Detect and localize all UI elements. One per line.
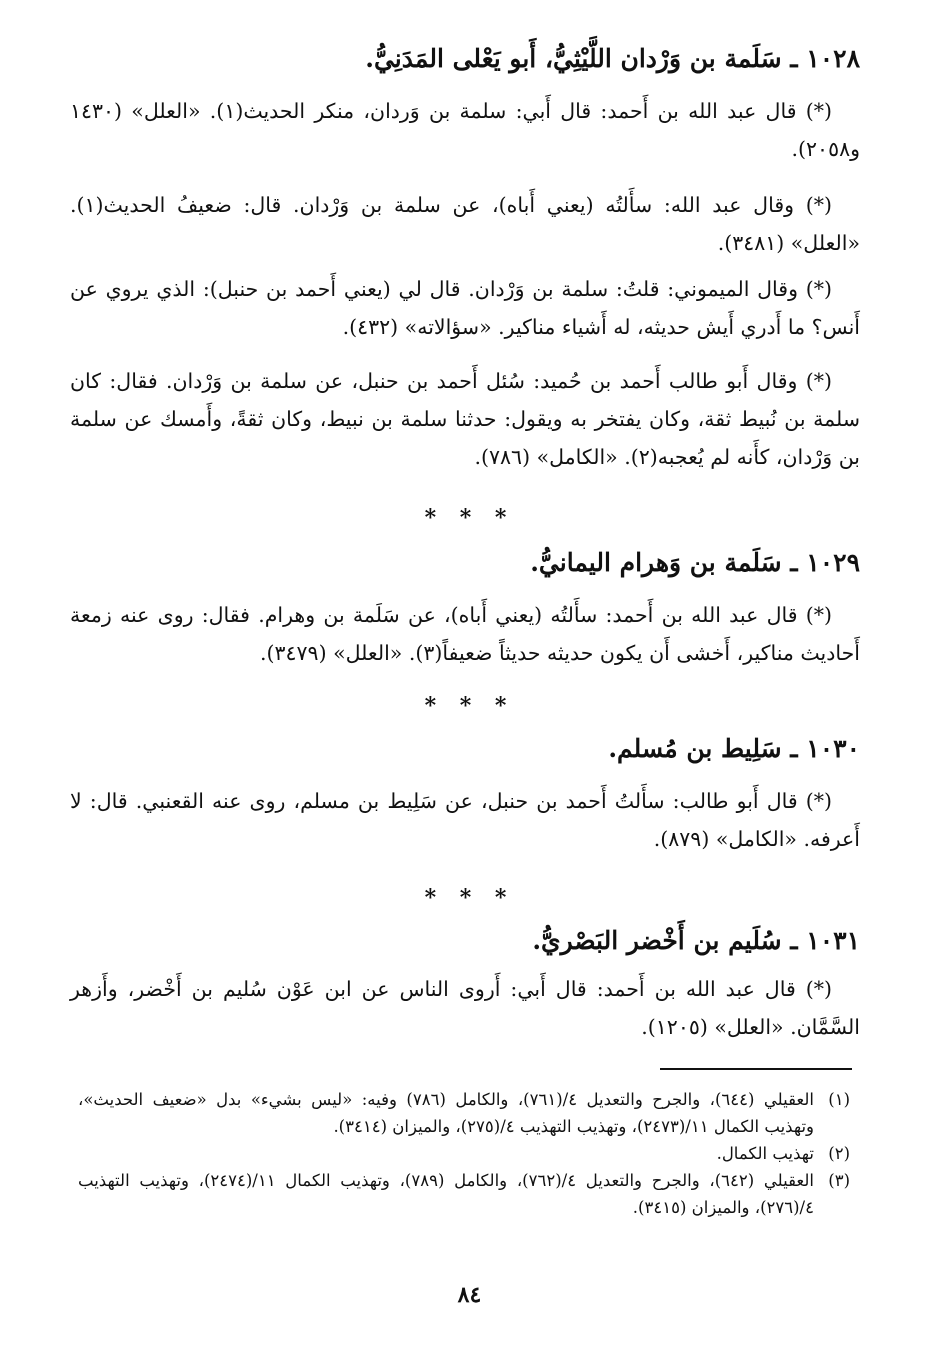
footnote-divider (660, 1068, 852, 1070)
footnote-item (78, 1086, 850, 1140)
section-separator: * * * (424, 505, 515, 531)
paragraph: (*) قال عبد الله بن أَحمد: قال أَبي: سلمة بن وَردان، منكر الحديث(١). «العلل» (١٤٣٠ و٢٠٥٨). (70, 99, 860, 161)
footnote-item (78, 1167, 850, 1221)
section-separator: * * * (424, 885, 515, 911)
footnote-number: (٣) (828, 1171, 850, 1190)
footnote-number: (١) (828, 1090, 850, 1109)
paragraph: (*) قال أَبو طالب: سأَلتُ أَحمد بن حنبل، عن سَلِيط بن مسلم، روى عنه القعنبي. قال: لا أَعرفه. «الكامل» (٨٧٩). (70, 789, 860, 851)
entry-heading-1031: ١٠٣١ ـ سُلَيم بن أَخْضر البَصْريُّ. (532, 926, 860, 955)
paragraph: (*) قال عبد الله بن أَحمد: قال أَبي: أَروى الناس عن ابن عَوْن سُليم بن أَخْضر، وأَزهر السَّمَّان. «العلل» (١٢٠٥). (70, 977, 860, 1039)
entry-heading-1028: ١٠٢٨ ـ سَلَمة بن وَرْدان اللَّيْثِيُّ، أَبو يَعْلى المَدَنِيُّ. (365, 44, 860, 73)
page-number: ٨٤ (457, 1282, 482, 1308)
footnote-text: تهذيب الكمال. (716, 1144, 814, 1163)
paragraph: (*) وقال الميموني: قلتُ: سلمة بن وَرْدان. قال لي (يعني أَحمد بن حنبل): الذي يروي عن أَنس؟ ما أَدري أَيش حديثه، له أَشياء مناكير. «سؤالاته» (٤٣٢). (70, 277, 860, 339)
footnote-text: العقيلي (٦٤٤)، والجرح والتعديل ٤/(٧٦١)، والكامل (٧٨٦) وفيه: «ليس بشيء» بدل «ضعيف الحديث»، وتهذيب الكمال ١١/(٢٤٧٣)، وتهذيب التهذيب ٤/(٢٧٥)، والميزان (٣٤١٤). (78, 1090, 815, 1136)
footnote-number: (٢) (828, 1144, 850, 1163)
section-separator: * * * (424, 693, 515, 719)
footnotes (78, 1086, 850, 1221)
footnote-item (78, 1140, 850, 1167)
paragraph: (*) قال عبد الله بن أَحمد: سأَلتُه (يعني أَباه)، عن سَلَمة بن وهرام. فقال: روى عنه زمعة أَحاديث مناكير، أَخشى أَن يكون حديثه حديثاً ضعيفاً(٣). «العلل» (٣٤٧٩). (70, 603, 860, 665)
footnote-text: العقيلي (٦٤٢)، والجرح والتعديل ٤/(٧٦٢)، والكامل (٧٨٩)، وتهذيب الكمال ١١/(٢٤٧٤)، وتهذيب التهذيب ٤/(٢٧٦)، والميزان (٣٤١٥). (78, 1171, 814, 1217)
paragraph: (*) وقال أَبو طالب أَحمد بن حُميد: سُئل أَحمد بن حنبل، عن سلمة بن وَرْدان. فقال: كان سلمة بن نُبيط ثقة، وكان يفتخر به ويقول: حدثنا سلمة بن نبيط، وكان ثقةً، وأَمسك عن سلمة بن وَرْدان، كأَنه لم يُعجبه(٢). «الكامل» (٧٨٦). (70, 369, 860, 469)
entry-heading-1029: ١٠٢٩ ـ سَلَمة بن وَهرام اليمانيُّ. (530, 548, 860, 577)
entry-heading-1030: ١٠٣٠ ـ سَلِيط بن مُسلم. (608, 734, 860, 763)
paragraph: (*) وقال عبد الله: سأَلتُه (يعني أَباه)، عن سلمة بن وَرْدان. قال: ضعيفُ الحديث(١). «العلل» (٣٤٨١). (70, 193, 860, 255)
